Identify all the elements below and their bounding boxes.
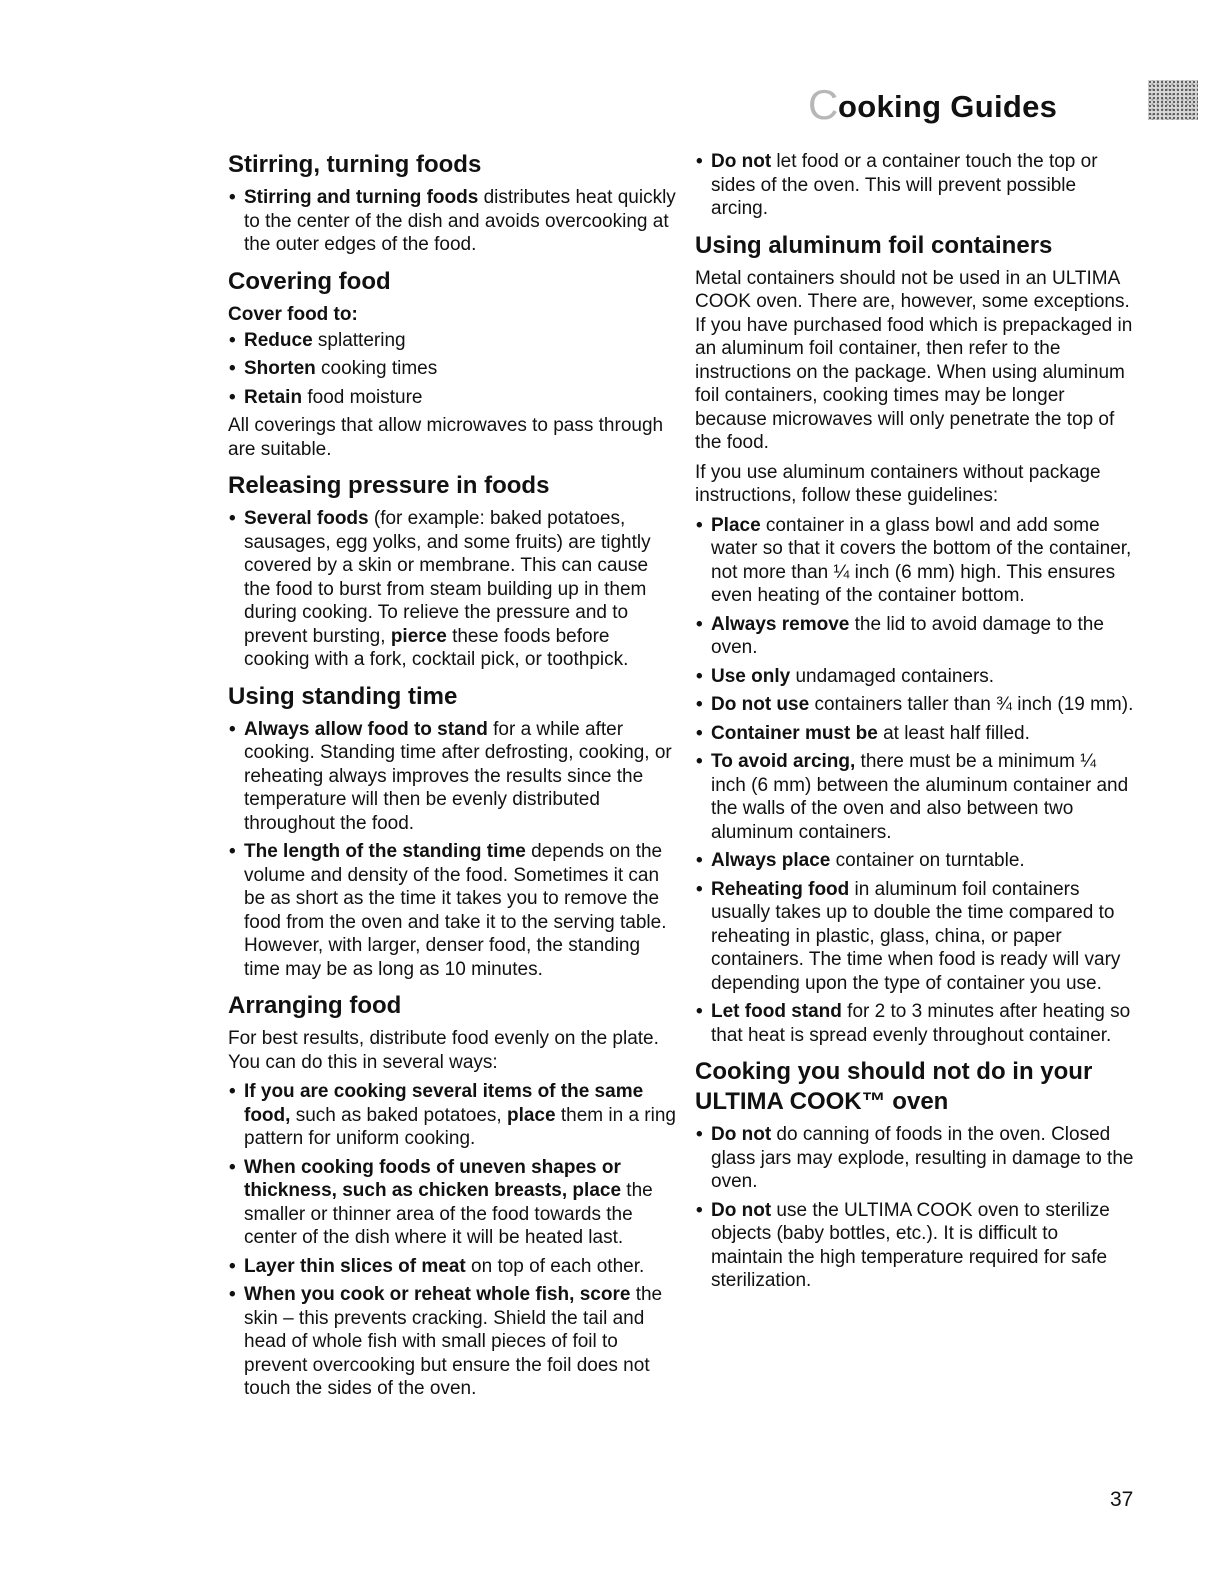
section-title: Cooking you should not do in your ULTIMA COOK™ oven [695, 1058, 1093, 1115]
item-text: food moisture [302, 386, 423, 408]
item-text: distributes heat quickly to the center of the dish and avoids overcooking at the outer edges of the food. [244, 187, 676, 255]
bullet-list [695, 150, 1135, 221]
header-halftone-block [1148, 80, 1198, 120]
bold-lead: Place [711, 514, 761, 536]
bold-lead: Several foods [244, 508, 369, 529]
list-item [228, 386, 678, 410]
header-title: ooking Guides [838, 89, 1058, 124]
bold-lead: Always allow food to stand [244, 718, 488, 740]
section-covering [228, 267, 678, 462]
bullet-list [228, 329, 678, 410]
item-text: on top of each other. [465, 1255, 645, 1277]
section-title: Covering food [228, 267, 391, 295]
item-text: these foods before cooking with a fork, cocktail pick, or toothpick. [244, 625, 629, 670]
bullet-list [695, 1123, 1135, 1293]
list-item [228, 507, 678, 672]
bold-lead: Use only [711, 665, 791, 687]
list-item [228, 357, 678, 381]
item-text: undamaged containers. [790, 665, 995, 687]
bold-inline: pierce [390, 625, 447, 647]
item-text: depends on the volume and density of the food. Sometimes it can be as short as the time it takes you to remove the food from the oven and take it to the serving table. However, with larger, denser food, the standing time may be as long as 10 minutes. [244, 841, 667, 980]
bullet-list [228, 507, 678, 672]
item-text: let food or a container touch the top or sides of the oven. This will prevent possible arcing. [711, 151, 1098, 219]
section-title: Using standing time [228, 682, 458, 710]
subheading: Cover food to: [228, 303, 358, 325]
item-text: the skin – this prevents cracking. Shield the tail and head of whole fish with small pieces of foil to prevent overcooking but ensure the foil does not touch the sides of the oven. [244, 1284, 663, 1399]
section-not-do [695, 1057, 1135, 1293]
list-item [695, 693, 1135, 717]
paragraph: All coverings that allow microwaves to pass through are suitable. [228, 415, 664, 460]
list-item [695, 722, 1135, 746]
list-item [228, 186, 678, 257]
section-title: Using aluminum foil containers [695, 231, 1053, 259]
item-text: in aluminum foil containers usually takes up to double the time compared to reheating in plastic, glass, china, or paper containers. The time when food is ready will vary depending upon the type of container you use. [711, 878, 1121, 994]
item-text: container on turntable. [830, 850, 1025, 871]
left-column [228, 150, 678, 1411]
item-text: the lid to avoid damage to the oven. [711, 613, 1104, 658]
bold-lead: Always remove [711, 613, 850, 635]
bullet-list [695, 514, 1135, 1048]
section-standing [228, 682, 678, 982]
list-item [695, 665, 1135, 689]
bold-lead: Stirring and turning foods [244, 187, 479, 208]
item-text: at least half filled. [877, 722, 1030, 744]
paragraph: Metal containers should not be used in an ULTIMA COOK oven. There are, however, some exceptions. If you have purchased food which is prepackaged in an aluminum foil container, then refer to the instructions on the package. When using aluminum foil containers, cooking times may be longer because microwaves will only penetrate the top of the food. [695, 267, 1133, 453]
bold-lead: Always place [711, 850, 831, 871]
bold-lead: Layer thin slices of meat [244, 1255, 466, 1277]
list-item [228, 1156, 678, 1250]
bold-lead: Reduce [244, 329, 313, 351]
bold-lead: To avoid arcing, [711, 751, 856, 772]
bold-lead: Do not [711, 1124, 772, 1145]
bold-lead: Container must be [711, 722, 878, 744]
bold-lead: Reheating food [711, 878, 850, 900]
bold-lead: Shorten [244, 358, 316, 379]
section-arranging [228, 991, 678, 1401]
item-text: the smaller or thinner area of the food towards the center of the dish where it will be heated last. [244, 1180, 653, 1248]
bold-lead: Let food stand [711, 1001, 842, 1022]
item-text: for 2 to 3 minutes after heating so that heat is spread evenly throughout container. [711, 1001, 1131, 1046]
bold-lead: If you are cooking several items of the same food, [244, 1081, 644, 1126]
list-item [695, 514, 1135, 608]
section-title: Arranging food [228, 992, 402, 1019]
paragraph: For best results, distribute food evenly on the plate. You can do this in several ways: [228, 1028, 659, 1073]
list-item [228, 1255, 678, 1279]
bold-lead: When you cook or reheat whole fish, score [244, 1284, 631, 1305]
bold-lead: Do not [711, 151, 772, 172]
bullet-list [228, 718, 678, 982]
section-title: Stirring, turning foods [228, 151, 482, 178]
page-number: 37 [1110, 1488, 1134, 1511]
bold-lead: Retain [244, 386, 303, 408]
list-item [695, 613, 1135, 660]
item-text: splattering [312, 329, 406, 351]
section-stirring [228, 150, 678, 257]
item-text: for a while after cooking. Standing time after defrosting, cooking, or reheating always improves the results since the temperature will then be evenly distributed throughout the food. [244, 718, 672, 834]
right-column [695, 150, 1135, 1303]
list-item [228, 1080, 678, 1151]
item-text: (for example: baked potatoes, sausages, egg yolks, and some fruits) are tightly covered by a skin or membrane. This can cause the food to burst from steam building up in them during cooking. To relieve the pressure and to prevent bursting, [244, 508, 651, 647]
list-item [695, 750, 1135, 844]
list-item [695, 1199, 1135, 1293]
header-initial: C [808, 81, 839, 128]
section-title: Releasing pressure in foods [228, 472, 550, 499]
bold-lead: The length of the standing time [244, 841, 526, 862]
bold-inline: place [506, 1104, 556, 1126]
item-text: such as baked potatoes, [290, 1104, 507, 1126]
item-text: containers taller than ¾ inch (19 mm). [809, 694, 1134, 715]
section-continued [695, 150, 1135, 221]
list-item [695, 1123, 1135, 1194]
list-item [695, 1000, 1135, 1047]
item-text: container in a glass bowl and add some water so that it covers the bottom of the container, not more than ¼ inch (6 mm) high. This ensures even heating of the container bottom. [711, 514, 1132, 606]
item-text: them in a ring pattern for uniform cooking. [244, 1104, 676, 1149]
bullet-list [228, 1080, 678, 1401]
list-item [695, 878, 1135, 996]
bold-lead: When cooking foods of uneven shapes or thickness, such as chicken breasts, place [244, 1156, 622, 1201]
bold-lead: Do not use [711, 694, 810, 715]
list-item [695, 150, 1135, 221]
paragraph: If you use aluminum containers without package instructions, follow these guidelines: [695, 461, 1101, 506]
page-header [808, 80, 1208, 140]
item-text: use the ULTIMA COOK oven to sterilize objects (baby bottles, etc.). It is difficult to maintain the high temperature required for safe sterilization. [711, 1199, 1110, 1291]
item-text: there must be a minimum ¼ inch (6 mm) between the aluminum container and the walls of the oven and also between two aluminum containers. [711, 751, 1129, 843]
list-item [228, 840, 678, 981]
list-item [228, 1283, 678, 1401]
section-releasing [228, 471, 678, 672]
bullet-list [228, 186, 678, 257]
item-text: cooking times [315, 358, 438, 379]
bold-lead: Do not [711, 1199, 772, 1221]
list-item [228, 329, 678, 353]
section-foil [695, 231, 1135, 1048]
item-text: do canning of foods in the oven. Closed glass jars may explode, resulting in damage to the oven. [711, 1124, 1134, 1192]
list-item [228, 718, 678, 836]
list-item [695, 849, 1135, 873]
